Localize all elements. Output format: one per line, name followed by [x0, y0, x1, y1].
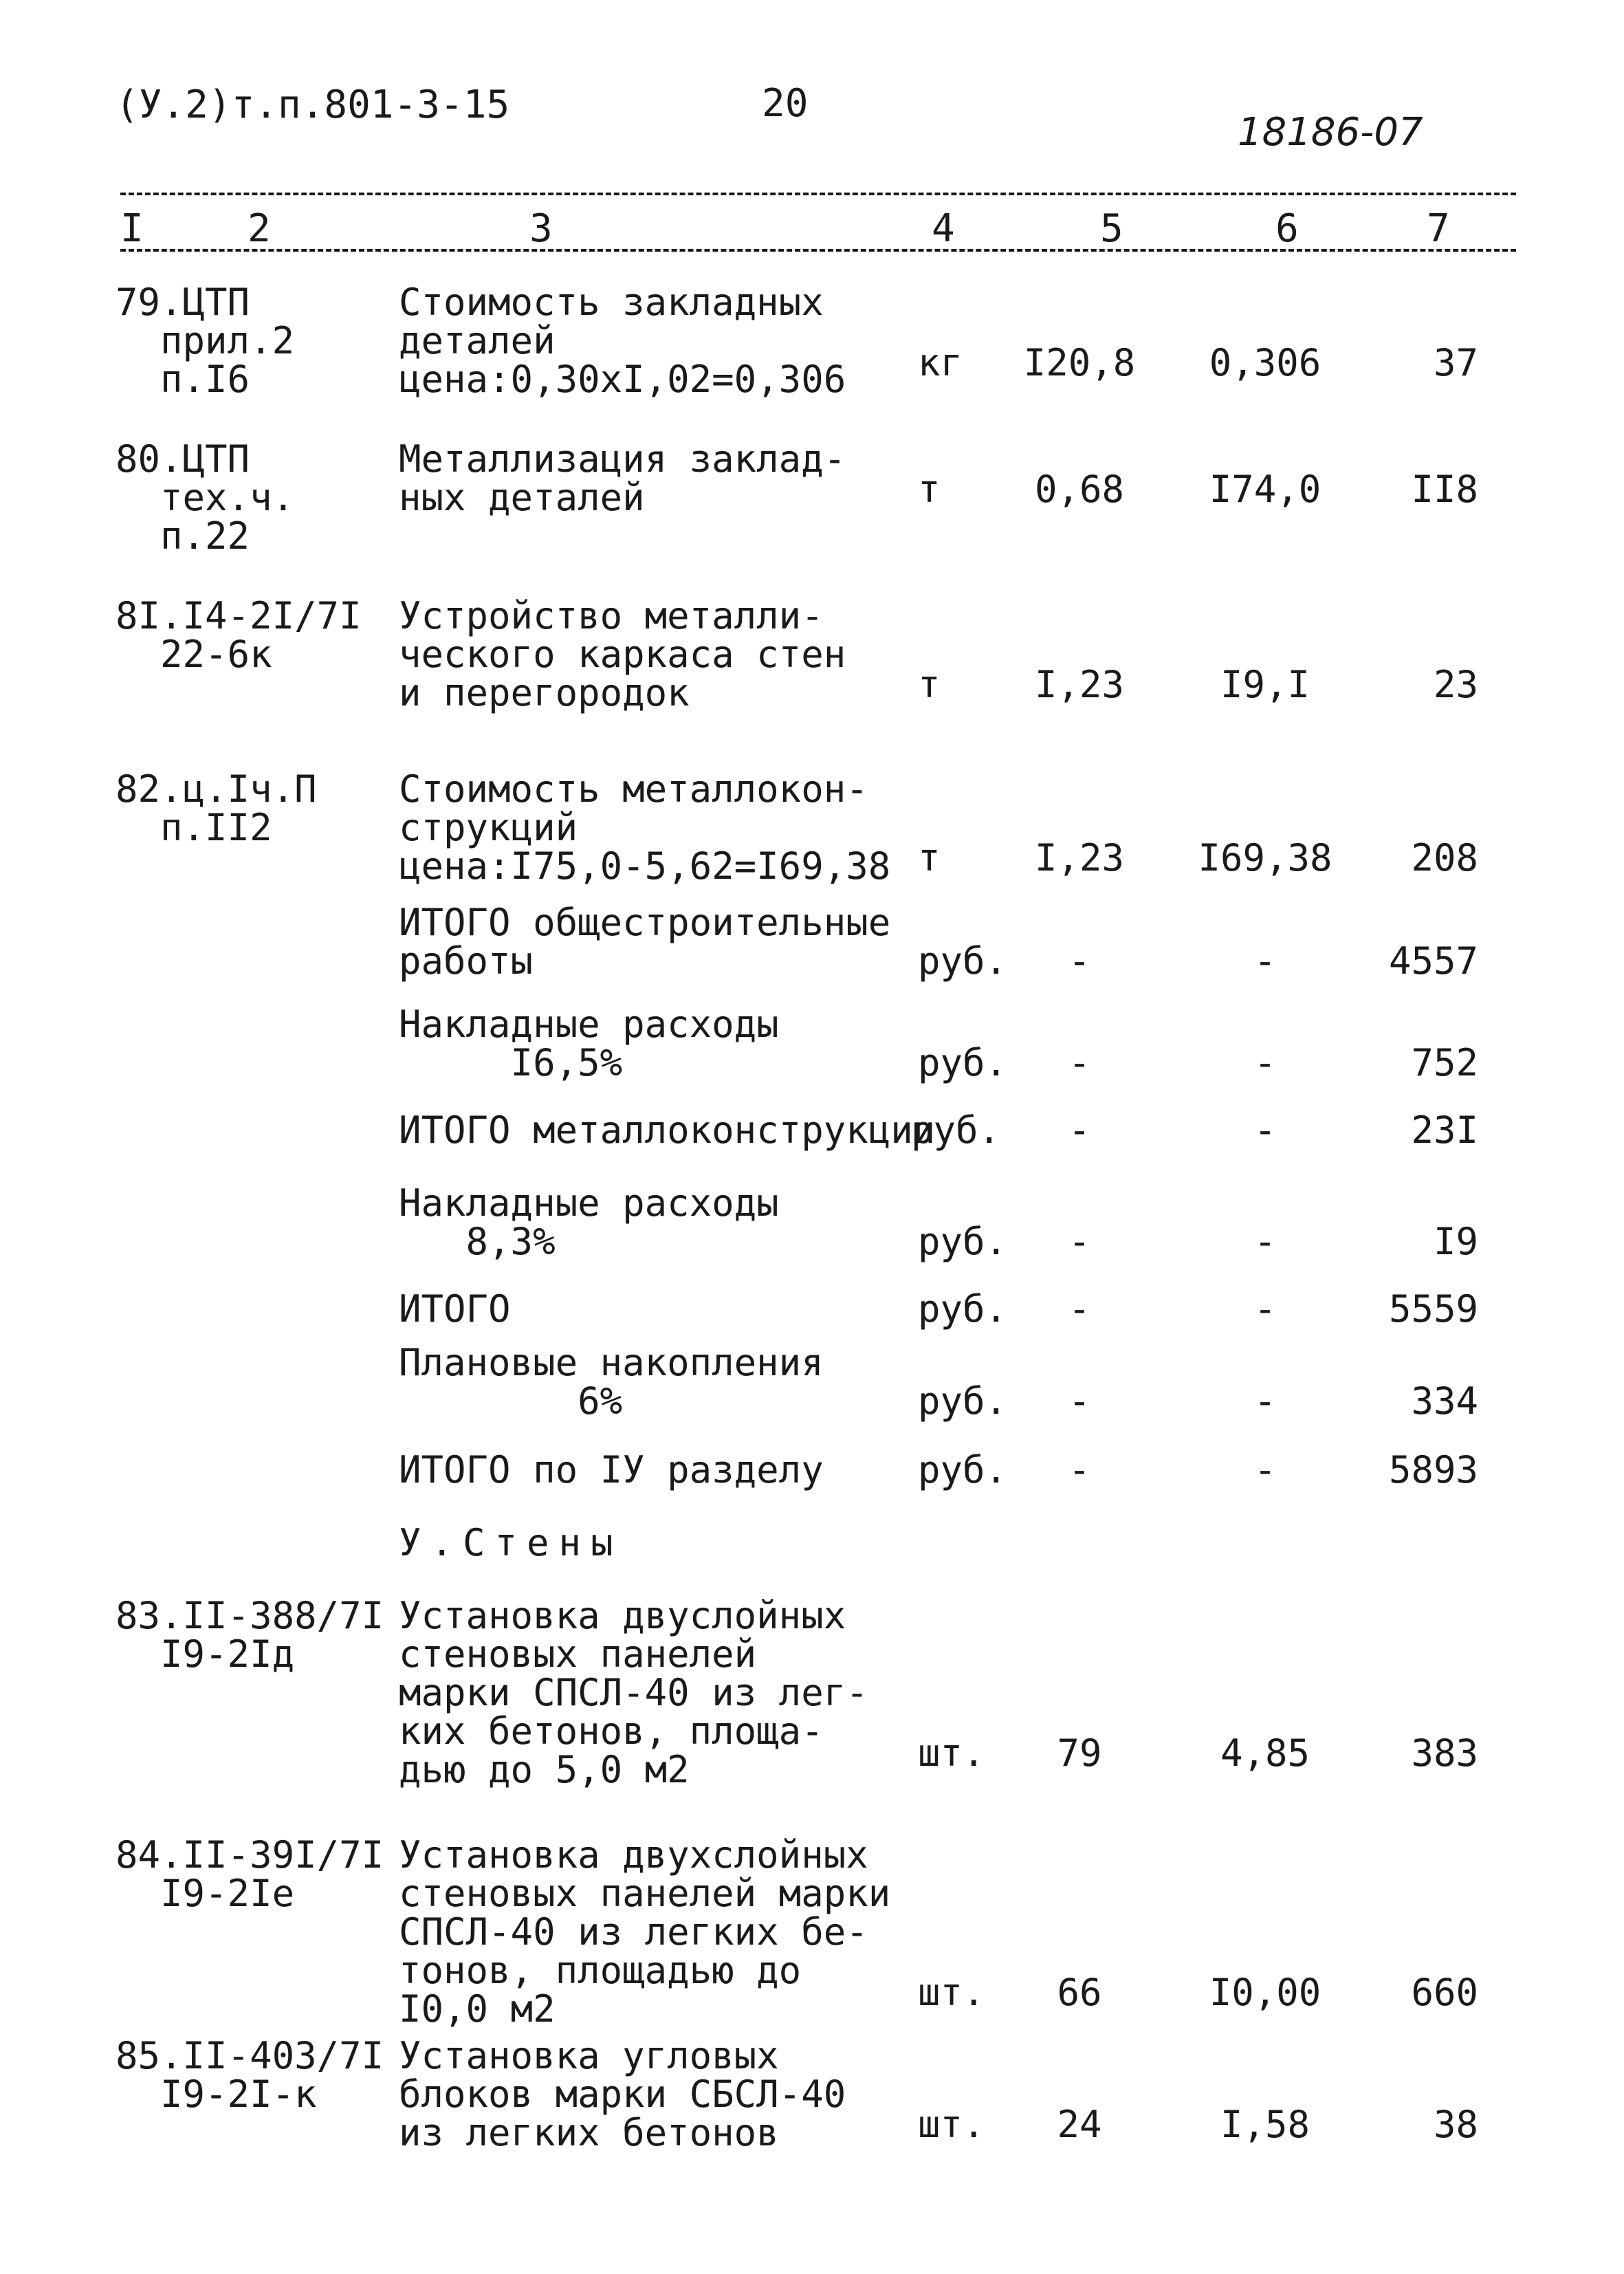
col-num-7: 7 [1427, 206, 1450, 251]
row-quantity: - [1068, 1287, 1091, 1331]
row-ref: 80.ЦТП тех.ч. п.22 [116, 437, 295, 558]
row-description: Металлизация заклад- ных деталей [399, 437, 846, 519]
row-unit-price: - [1253, 1108, 1277, 1152]
row-quantity: - [1068, 939, 1091, 983]
row-description: ИТОГО общестроительные работы [399, 901, 891, 983]
row-unit: руб. [918, 1379, 1008, 1423]
row-unit: шт. [918, 1971, 985, 2014]
row-unit-price: I0,00 [1209, 1971, 1321, 2014]
row-unit: т [918, 663, 941, 706]
row-quantity: I,23 [1034, 836, 1125, 879]
row-description: Стоимость металлокон- струкций цена:I75,0-5,62=I69,38 [399, 767, 891, 888]
row-total: 5893 [1388, 1448, 1478, 1491]
col-num-4: 4 [932, 206, 955, 251]
row-description: Установка угловых блоков марки СБСЛ-40 из легких бетонов [399, 2034, 846, 2154]
row-quantity: - [1068, 1379, 1091, 1423]
row-unit-price: 0,306 [1209, 341, 1321, 384]
col-num-5: 5 [1100, 206, 1123, 251]
col-num-2: 2 [248, 206, 271, 251]
row-total: 23 [1433, 663, 1478, 706]
column-numbers-row [0, 206, 1624, 254]
row-total: 383 [1411, 1731, 1478, 1775]
row-unit-price: - [1253, 939, 1277, 983]
inventory-number: 18186-07 [1238, 110, 1423, 155]
row-total: 38 [1433, 2103, 1478, 2146]
row-unit: руб. [911, 1108, 1001, 1152]
row-total: 334 [1411, 1379, 1478, 1423]
row-unit: руб. [918, 1041, 1008, 1084]
section-title: У.Стены [399, 1521, 623, 1564]
row-quantity: 79 [1057, 1731, 1102, 1775]
row-unit-price: I9,I [1220, 663, 1310, 706]
row-ref: 85.II-403/7I I9-2I-к [116, 2034, 384, 2116]
row-ref: 8I.I4-2I/7I 22-6к [116, 594, 362, 676]
row-unit: т [918, 468, 941, 511]
row-quantity: - [1068, 1041, 1091, 1084]
row-description: ИТОГО [399, 1287, 511, 1331]
row-total: 4557 [1388, 939, 1478, 983]
row-quantity: - [1068, 1220, 1091, 1263]
row-unit-price: - [1253, 1287, 1277, 1331]
row-total: 208 [1411, 836, 1478, 879]
col-num-6: 6 [1275, 206, 1299, 251]
row-description: Стоимость закладных деталей цена:0,30хI,02=0,306 [399, 281, 846, 401]
row-total: 23I [1411, 1108, 1478, 1152]
row-quantity: I20,8 [1023, 341, 1136, 384]
row-unit: руб. [918, 939, 1008, 983]
row-description: Устройство металли- ческого каркаса стен и перегородок [399, 594, 846, 714]
row-quantity: 66 [1057, 1971, 1102, 2014]
row-unit: шт. [918, 1731, 985, 1775]
row-quantity: 24 [1057, 2103, 1102, 2146]
row-description: Установка двуслойных стеновых панелей марки СПСЛ-40 из лег- ких бетонов, площа- дью до 5,0 м2 [399, 1594, 868, 1791]
col-num-1: I [120, 206, 144, 251]
row-quantity: 0,68 [1034, 468, 1125, 511]
row-description: ИТОГО по IУ разделу [399, 1448, 824, 1491]
row-total: 37 [1433, 341, 1478, 384]
row-description: Плановые накопления 6% [399, 1341, 824, 1423]
row-ref: 83.II-388/7I I9-2Iд [116, 1594, 384, 1676]
row-unit-price: - [1253, 1041, 1277, 1084]
page-number: 20 [762, 81, 809, 126]
row-unit-price: I69,38 [1198, 836, 1332, 879]
col-num-3: 3 [529, 206, 553, 251]
row-total: 660 [1411, 1971, 1478, 2014]
row-description: ИТОГО металлоконструкции [399, 1108, 936, 1152]
row-ref: 82.ц.Iч.П п.II2 [116, 767, 317, 849]
row-unit: т [918, 836, 941, 879]
row-total: II8 [1411, 468, 1478, 511]
row-unit-price: - [1253, 1448, 1277, 1491]
row-description: Накладные расходы I6,5% [399, 1003, 779, 1084]
row-total: I9 [1433, 1220, 1478, 1263]
row-ref: 84.II-39I/7I I9-2Iе [116, 1833, 384, 1915]
row-quantity: - [1068, 1448, 1091, 1491]
row-unit: шт. [918, 2103, 985, 2146]
row-unit-price: 4,85 [1220, 1731, 1310, 1775]
row-total: 752 [1411, 1041, 1478, 1084]
row-description: Установка двухслойных стеновых панелей марки СПСЛ-40 из легких бе- тонов, площадью до I0,0 м2 [399, 1833, 891, 2031]
row-ref: 79.ЦТП прил.2 п.I6 [116, 281, 295, 401]
row-unit-price: - [1253, 1379, 1277, 1423]
row-unit: руб. [918, 1448, 1008, 1491]
row-quantity: - [1068, 1108, 1091, 1152]
document-code: (У.2)т.п.801-3-15 [116, 83, 510, 127]
row-unit: руб. [918, 1287, 1008, 1331]
row-unit-price: - [1253, 1220, 1277, 1263]
row-unit: кг [918, 341, 963, 384]
row-quantity: I,23 [1034, 663, 1125, 706]
row-unit-price: I74,0 [1209, 468, 1321, 511]
row-unit-price: I,58 [1220, 2103, 1310, 2146]
row-total: 5559 [1388, 1287, 1478, 1331]
row-description: Накладные расходы 8,3% [399, 1181, 779, 1263]
row-unit: руб. [918, 1220, 1008, 1263]
